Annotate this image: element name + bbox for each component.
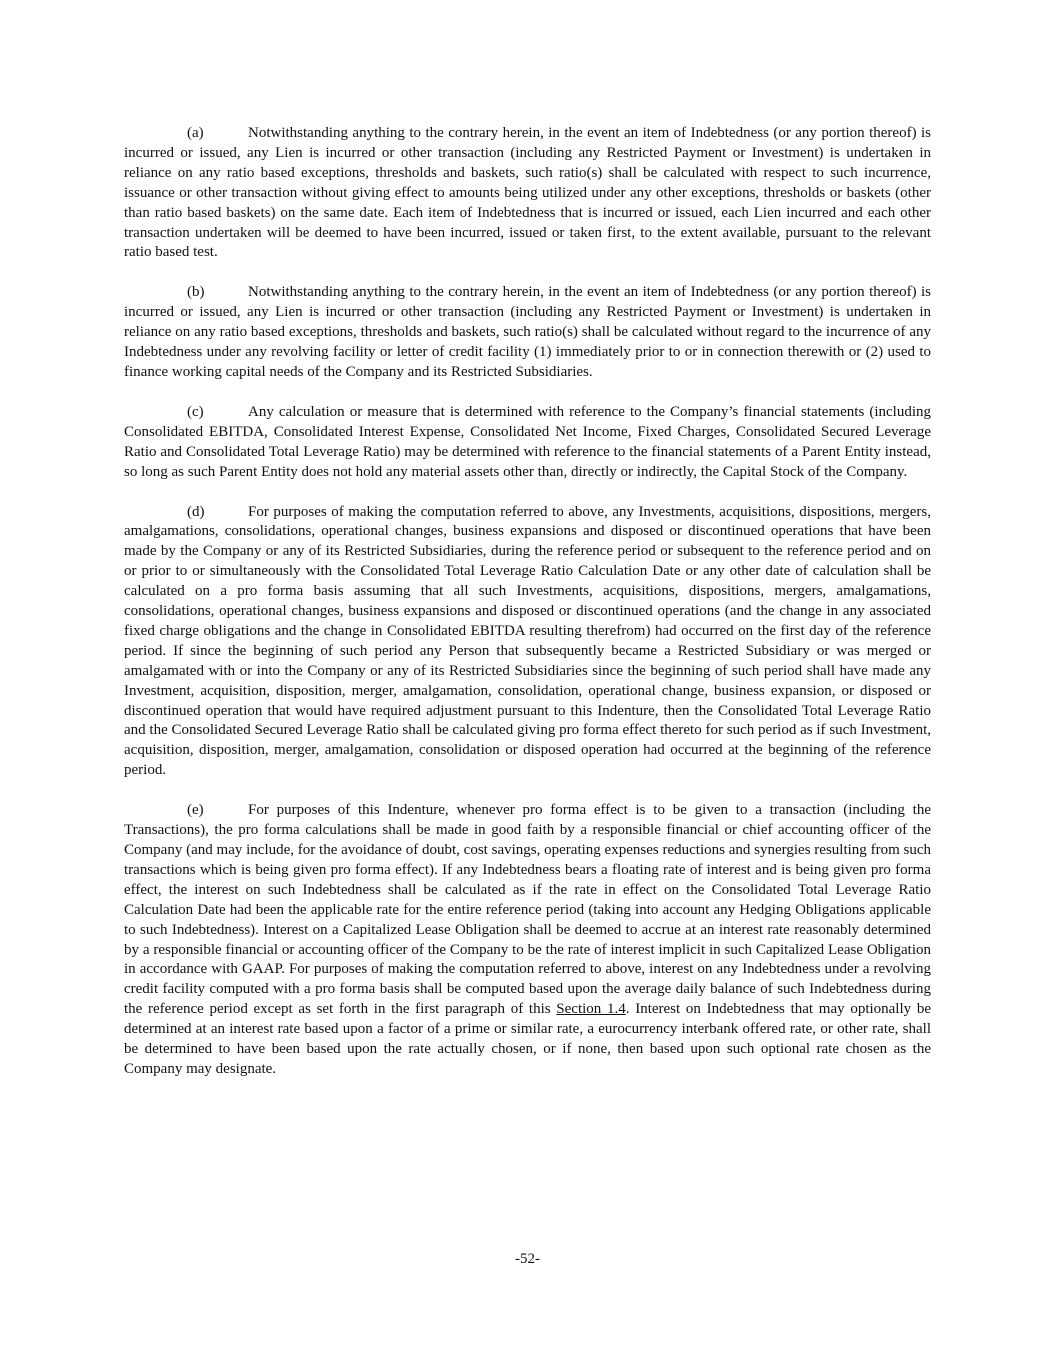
paragraph-label: (c) xyxy=(187,403,204,420)
paragraph-text: Notwithstanding anything to the contrary herein, in the event an item of Indebtedness (or any portion thereof) is incurred or issued, any Lien is incurred or other transaction (including any Restricted Payment or Investment) is undertaken in reliance on any ratio based exceptions, thresholds and baskets, such ratio(s) shall be calculated with respect to such incurrence, issuance or other transaction without giving effect to amounts being utilized under any other exceptions, thresholds or baskets (other than ratio based baskets) on the same date. Each item of Indebtedness that is incurred or issued, each Lien incurred and each other transaction undertaken will be deemed to have been incurred, issued or taken first, to the extent available, pursuant to the relevant ratio based test. xyxy=(124,125,931,261)
section-cross-reference: Section 1.4 xyxy=(556,1001,626,1018)
paragraph-label: (a) xyxy=(187,125,204,141)
paragraph-e xyxy=(124,801,931,1080)
paragraph-c xyxy=(124,403,931,483)
paragraph-b xyxy=(124,283,931,383)
paragraph-label: (d) xyxy=(187,503,205,520)
paragraph-text: Any calculation or measure that is determined with reference to the Company’s financial statements (including Consolidated EBITDA, Consolidated Interest Expense, Consolidated Net Income, Fixed Charges, Consolidated Secured Leverage Ratio and Consolidated Total Leverage Ratio) may be determined with reference to the financial statements of a Parent Entity instead, so long as such Parent Entity does not hold any material assets other than, directly or indirectly, the Capital Stock of the Company. xyxy=(124,403,931,480)
paragraph-text: For purposes of this Indenture, whenever pro forma effect is to be given to a transaction (including the Transactions), the pro forma calculations shall be made in good faith by a responsible financial or chief accounting officer of the Company (and may include, for the avoidance of doubt, cost savings, operating expenses reductions and synergies resulting from such transactions which is being given pro forma effect). If any Indebtedness bears a floating rate of interest and is being given pro forma effect, the interest on such Indebtedness shall be calculated as if the rate in effect on the Consolidated Total Leverage Ratio Calculation Date had been the applicable rate for the entire reference period (taking into account any Hedging Obligations applicable to such Indebtedness). Interest on a Capitalized Lease Obligation shall be deemed to accrue at an interest rate reasonably determined by a responsible financial or accounting officer of the Company to be the rate of interest implicit in such Capitalized Lease Obligation in accordance with GAAP. For purposes of making the computation referred to above, interest on any Indebtedness under a revolving credit facility computed with a pro forma basis shall be computed based upon the average daily balance of such Indebtedness during the reference period except as set forth in the first paragraph of this xyxy=(124,802,931,1018)
paragraph-label: (b) xyxy=(187,284,205,301)
document-body xyxy=(124,124,931,1100)
paragraph-text-continued: . Interest on Indebtedness that may optionally be determined at an interest rate based upon a factor of a prime or similar rate, a eurocurrency interbank offered rate, or other rate, shall be determined to have been based upon the rate actually chosen, or if none, then based upon such optional rate chosen as the Company may designate. xyxy=(124,1001,932,1077)
paragraph-d xyxy=(124,503,931,782)
paragraph-text: For purposes of making the computation referred to above, any Investments, acquisitions, dispositions, mergers, amalgamations, consolidations, operational changes, business expansions and disposed or discontinued operations that have been made by the Company or any of its Restricted Subsidiaries, during the reference period or subsequent to the reference period and on or prior to or simultaneously with the Consolidated Total Leverage Ratio Calculation Date or any other date of calculation shall be calculated on a pro forma basis assuming that all such Investments, acquisitions, dispositions, mergers, amalgamations, consolidations, operational changes, business expansions and disposed or discontinued operations (and the change in any associated fixed charge obligations and the change in Consolidated EBITDA resulting therefrom) had occurred on the first day of the reference period. If since the beginning of such period any Person that subsequently became a Restricted Subsidiary or was merged or amalgamated with or into the Company or any of its Restricted Subsidiaries since the beginning of such period shall have made any Investment, acquisition, disposition, merger, amalgamation, consolidation, operational change, business expansion, or disposed or discontinued operation that would have required adjustment pursuant to this Indenture, then the Consolidated Total Leverage Ratio and the Consolidated Secured Leverage Ratio shall be calculated giving pro forma effect thereto for such period as if such Investment, acquisition, disposition, merger, amalgamation, consolidation or disposed operation had occurred at the beginning of the reference period. xyxy=(124,503,931,779)
page-number: -52- xyxy=(515,1251,540,1267)
paragraph-a xyxy=(124,124,931,263)
paragraph-label: (e) xyxy=(187,802,204,819)
paragraph-text: Notwithstanding anything to the contrary herein, in the event an item of Indebtedness (or any portion thereof) is incurred or issued, any Lien is incurred or other transaction (including any Restricted Payment or Investment) is undertaken in reliance on any ratio based exceptions, thresholds and baskets, such ratio(s) shall be calculated without regard to the incurrence of any Indebtedness under any revolving facility or letter of credit facility (1) immediately prior to or in connection therewith or (2) used to finance working capital needs of the Company and its Restricted Subsidiaries. xyxy=(124,284,931,380)
